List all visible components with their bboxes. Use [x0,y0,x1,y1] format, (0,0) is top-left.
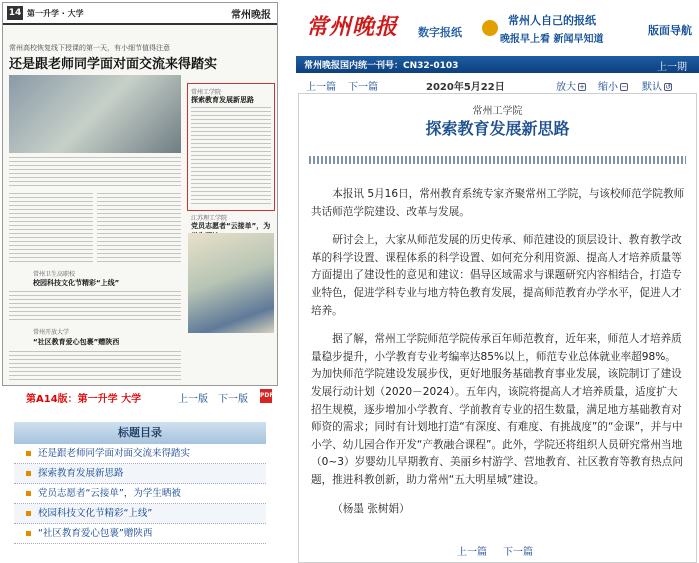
thumbnail-photo-quilts [188,233,274,333]
thumbnail-sub-headline[interactable]: “社区教育爱心包裹”赠陕西 [33,338,120,346]
newspaper-logo[interactable]: 常州晚报 [306,14,399,40]
thumbnail-text-block [97,193,181,263]
thumbnail-tag: 常州工学院 [191,89,222,96]
default-size-label: 默认 [642,82,662,93]
thumbnail-kicker: 常州高校恢复线下授课的第一天，有小细节值得注意 [9,44,170,52]
edition-label: 第A14版：第一升学 大学 [26,394,142,405]
issue-date: 2020年5月22日 [426,82,505,93]
article-panel [298,93,697,563]
article-toolbar [296,75,699,93]
article-title: 探索教育发展新思路 [425,119,570,138]
thumbnail-photo-classroom [9,75,181,153]
article-paragraph: 据了解，常州工学院师范学院传承百年师范教育，近年来，师范人才培养质量稳步提升，小学教育专业考编率达85%以上，师范专业总体就业率超98%。为加快师范学院建设发展步伐，更好地服务基础教育事业发展，该院制订了建设发展行动计划（2020－2024）。五年内，该院将提高人才培养质量，适度扩大招生规模，逐步增加小学教育、学前教育专业的招生数量，满足地方基础教育对师资的需求；同时有计划地打造“有深度、有难度、有挑战度”的“金课”，并与中小学、幼儿园合作开发“产教融合课程”。此外，学院还将组织人员研究常州当地（0~3）岁婴幼儿早期教育、美丽乡村游学、营地教育、社区教育等教育热点问题，推进科教创新，助力常州“五大明星城”建设。 [311,333,683,486]
directory-item[interactable]: 探索教育发展新思路 [14,464,266,484]
thumbnail-sub-headline[interactable]: 党员志愿者“云接单”，为 [191,222,271,230]
zoom-out-label: 缩小 [598,82,618,93]
page-navigation-link[interactable]: 版面导航 [648,24,692,37]
minus-icon: − [621,83,627,91]
thumbnail-text-block [9,351,181,381]
edition-bar [2,388,278,406]
next-edition-link[interactable]: 下一版 [218,394,248,405]
thumbnail-text-block [9,291,181,321]
site-header [296,0,699,56]
page-thumbnail[interactable] [2,2,278,386]
logo-subtitle: 数字报纸 [418,26,462,39]
title-divider [309,156,686,164]
article-byline: （杨墨 张树娟） [332,502,410,515]
thumbnail-text-block [9,157,181,187]
article-body [311,186,685,529]
thumbnail-masthead: 常州晚报 [231,10,271,21]
headline-directory [14,422,266,544]
slogan-line-2: 晚报早上看 新闻早知道 [500,34,604,45]
thumbnail-text-block [191,107,271,207]
directory-item[interactable]: 校园科技文化节精彩“上线” [14,504,266,524]
footer-previous-article-link[interactable]: 上一篇 [457,547,487,558]
footer-next-article-link[interactable]: 下一篇 [503,547,533,558]
directory-item[interactable]: “社区教育爱心包裹”赠陕西 [14,524,266,544]
thumbnail-sub-headline[interactable]: 探索教育发展新思路 [191,96,254,104]
slogan-line-1: 常州人自己的报纸 [508,14,596,27]
left-panel [0,0,284,563]
thumbnail-section: 第一升学 · 大学 [27,9,84,18]
thumbnail-tag: 常州卫生高职校 [33,271,76,278]
previous-article-link[interactable]: 上一篇 [306,82,336,93]
article-paragraph: 研讨会上，大家从师范发展的历史传承、师范建设的顶层设计、教育教学改革的科学设置、课程体系的科学设置、如何充分利用资源、提高人才培养质量等方面提出了建设性的意见和建议：倡导区域需求与课题研究内容相结合，打造专业特色，促进学科专业与地方特色教育发展，提高师范教育办学水平，促进人才培养。 [311,234,682,317]
issue-info-text: 常州晚报国内统一刊号：CN32-0103 [304,61,459,71]
plus-icon: + [579,83,585,91]
pdf-icon[interactable]: PDF [260,389,272,403]
thumbnail-sub-headline[interactable]: 校园科技文化节精彩“上线” [33,279,120,287]
zoom-out-button[interactable] [598,78,628,93]
article-kicker: 常州工学院 [472,106,523,117]
zoom-in-label: 放大 [556,82,576,93]
slogan-emblem-icon [482,20,498,36]
issue-info-bar [296,56,699,73]
thumbnail-page-number: 14 [8,8,22,18]
thumbnail-text-block [9,193,93,263]
reset-icon: ↺ [665,83,671,91]
thumbnail-headline[interactable]: 还是跟老师同学面对面交流来得踏实 [9,57,218,72]
thumbnail-tag: 常州开放大学 [33,329,70,336]
thumbnail-tag: 江苏理工学院 [191,215,228,222]
previous-issue-link[interactable]: 上一期 [657,62,687,73]
next-article-link[interactable]: 下一篇 [348,82,378,93]
directory-item[interactable]: 党员志愿者“云接单”，为学生晒被 [14,484,266,504]
article-paragraph: 本报讯 5月16日，常州教育系统专家齐聚常州工学院，与该校师范学院教师共话师范学院建设、改革与发展。 [311,188,685,218]
zoom-in-button[interactable] [556,78,586,93]
previous-edition-link[interactable]: 上一版 [178,394,208,405]
default-size-button[interactable] [642,78,672,93]
thumbnail-header [3,3,277,25]
directory-title: 标题目录 [14,422,266,444]
directory-item[interactable]: 还是跟老师同学面对面交流来得踏实 [14,444,266,464]
